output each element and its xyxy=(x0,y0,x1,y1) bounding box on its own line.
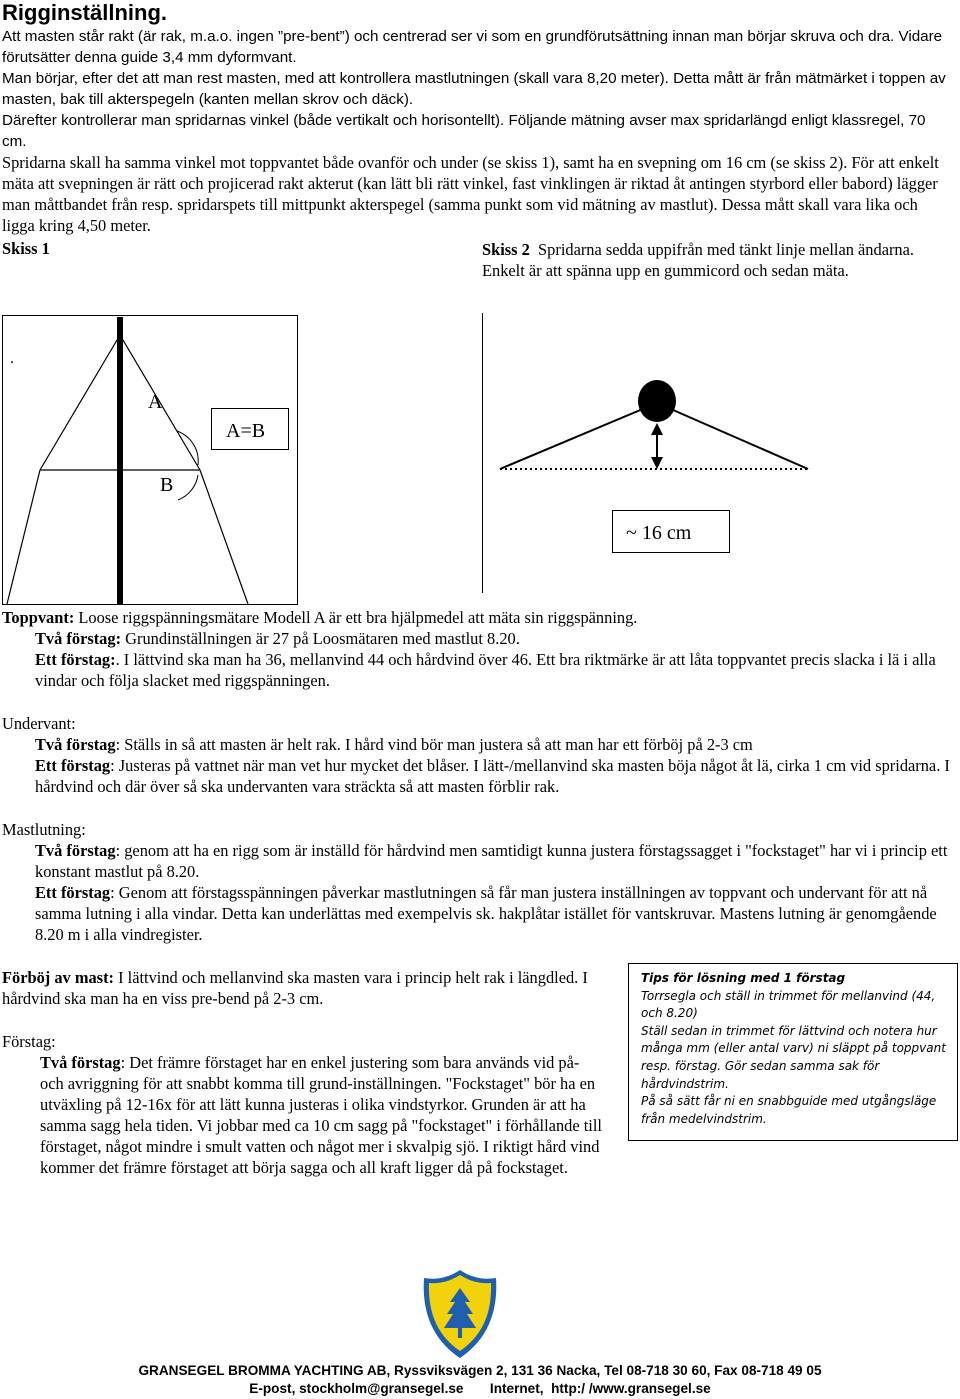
toppvant-intro xyxy=(2,607,952,628)
undervant-section xyxy=(2,713,952,797)
sketch1-diagram xyxy=(2,315,298,605)
intro-paragraphs xyxy=(2,26,952,152)
mast-section xyxy=(638,380,676,422)
upper-shroud-left xyxy=(40,335,120,470)
intro-paragraph-3: Därefter kontrollerar man spridarnas vinkel (både vertikalt och horisontellt). Följande mätning avser max spridarlängd enligt klassregel, 70 cm. xyxy=(2,112,926,150)
sweep-arrow-down xyxy=(651,457,663,469)
forstag-two-label: Två förstag xyxy=(40,1053,121,1072)
tips-box xyxy=(628,963,958,1141)
sketch2-heading-text: Skiss 2 xyxy=(482,240,530,259)
toppvant-heading: Toppvant: xyxy=(2,608,75,627)
forboj-section xyxy=(2,967,592,1009)
sketch1-frame xyxy=(3,316,298,605)
sweep-arrow-up xyxy=(651,423,663,435)
sketch2-heading xyxy=(482,239,922,281)
forstag-two-text: : Det främre förstaget har en enkel justering som bara används vid på- och avriggning för att snabbt komma till grund-inställningen. "Fockstaget" bör ha en utväxling på 12-16x för att lätt kunna justeras i olika vindstyrkor. Grunden är att ha samma sagg hela tiden. Vi jobbar med ca 10 cm sagg på "fockstaget" i förhållande till förstaget, något mindre i smult vatten och något mer i skvalpig sjö. I riktigt hård vind kommer det främre förstaget att börja sagga och all kraft ligger då på fockstaget. xyxy=(40,1053,602,1177)
angle-label-b: B xyxy=(160,474,174,496)
undervant-two-label: Två förstag xyxy=(35,735,116,754)
angle-label-a: A xyxy=(148,391,163,413)
mastlutning-one-text: : Genom att förstagsspänningen påverkar mastlutningen så får man justera inställningen av toppvant och undervant för att nå samma lutning i alla vindar. Detta kan underlättas med exempelvis sk. hakplåtar istället för vantskruvar. Mastens lutning är genomgående 8.20 m i alla vindregister. xyxy=(35,883,937,944)
tips-line-3: På så sätt får ni en snabbguide med utgångsläge från medelvindstrim. xyxy=(641,1094,937,1126)
forboj-text: I lättvind och mellanvind ska masten vara i princip helt rak i längdled. I hårdvind ska man ha en viss pre-bend på 2-3 cm. xyxy=(2,968,588,1008)
sketch2-diagram xyxy=(482,313,812,593)
equation-label: A=B xyxy=(226,420,266,442)
mastlutning-two-text: : genom att ha en rigg som är inställd för hårdvind men samtidigt kunna justera förstagssagget i "fockstaget" har vi i princip ett konstant mastlut på 8.20. xyxy=(35,841,948,881)
spreader-sweep-text: Spridarna skall ha samma vinkel mot toppvantet både ovanför och under (se skiss 1), samt ha en svepning om 16 cm (se skiss 2). För att enkelt mäta att svepningen är rätt och projicerad rakt akterut (kan lätt bli rätt vinkel, fast vinklingen är riktad åt antingen styrbord eller babord) lägger man måttbandet från resp. spridarspets till mittpunkt akterspegel (samma punkt som vid mätning av mastlut). Dessa mått skall vara lika och ligga kring 4,50 meter. xyxy=(2,153,939,235)
mastlutning-section xyxy=(2,819,952,945)
mastlutning-heading: Mastlutning: xyxy=(2,820,86,839)
sketch2-caption: Spridarna sedda uppifrån med tänkt linje mellan ändarna. Enkelt är att spänna upp en gummicord och sedan mäta. xyxy=(482,240,914,280)
toppvant-two-text: Grundinställningen är 27 på Loosmätaren med mastlut 8.20. xyxy=(125,629,520,648)
undervant-two-forestays xyxy=(2,734,952,755)
forboj-paragraph xyxy=(2,967,592,1009)
footer-contact: E-post, stockholm@gransegel.se Internet, http:/ /www.gransegel.se xyxy=(249,1381,711,1396)
spreader-right xyxy=(657,403,808,469)
toppvant-one-label: Ett förstag: xyxy=(35,650,116,669)
intro-paragraph-1: Att masten står rakt (är rak, m.a.o. ingen ”pre-bent”) och centrerad ser vi som en grundförutsättning innan man börjar skruva och dra. Vidare förutsätter denna guide 3,4 mm dyformvant. xyxy=(2,28,943,66)
lower-shroud-right xyxy=(200,470,248,604)
forboj-heading: Förböj av mast: xyxy=(2,968,114,987)
sketch1-heading xyxy=(2,239,50,259)
sketch1-dot: . xyxy=(10,350,14,367)
undervant-one-text: : Justeras på vattnet när man vet hur mycket det blåser. I lätt-/mellanvind ska masten böja något åt lä, cirka 1 cm vid spridarna. I hårdvind och där över så ska undervanten vara sträckta så att masten förblir rak. xyxy=(35,756,950,796)
undervant-two-text: : Ställs in så att masten är helt rak. I hård vind bör man justera så att man har ett förböj på 2-3 cm xyxy=(115,735,753,754)
intro-paragraph-2: Man börjar, efter det att man rest masten, med att kontrollera mastlutningen (skall vara 8,20 meter). Detta mått är från mätmärket i toppen av masten, bak till akterspegeln (kanten mellan skrov och däck). xyxy=(2,70,946,108)
lower-shroud-left xyxy=(7,470,40,604)
toppvant-section xyxy=(2,607,952,691)
toppvant-one-text: . I lättvind ska man ha 36, mellanvind 44 och hårdvind över 46. Ett bra riktmärke är att låta toppvantet precis slacka i lä i alla vindar och följa slacket med riggspänningen. xyxy=(35,650,936,690)
gransegel-logo xyxy=(420,1268,500,1360)
mastlutning-two-forestays xyxy=(2,840,952,882)
tips-line-1: Torrsegla och ställ in trimmet för mellanvind (44, och 8.20) xyxy=(641,988,936,1021)
toppvant-text: Loose riggspänningsmätare Modell A är ett bra hjälpmedel att mäta sin riggspänning. xyxy=(78,608,638,627)
undervant-one-label: Ett förstag xyxy=(35,756,111,775)
undervant-heading: Undervant: xyxy=(2,714,76,733)
toppvant-two-label: Två förstag: xyxy=(35,629,122,648)
tips-title: Tips för lösning med 1 förstag xyxy=(641,971,846,985)
sketch1-heading-text: Skiss 1 xyxy=(2,239,50,258)
mastlutning-one-forestay xyxy=(2,882,952,945)
forstag-heading: Förstag: xyxy=(2,1032,56,1051)
undervant-one-forestay xyxy=(2,755,952,797)
forstag-section xyxy=(2,1031,602,1178)
spreader-left xyxy=(500,403,657,469)
mastlutning-two-label: Två förstag xyxy=(35,841,116,860)
intro-serif-paragraph xyxy=(2,152,952,236)
footer-address: GRANSEGEL BROMMA YACHTING AB, Ryssviksvägen 2, 131 36 Nacka, Tel 08-718 30 60, Fax 08-718 49 05 xyxy=(138,1363,822,1378)
toppvant-two-forestays xyxy=(2,628,952,649)
mastlutning-one-label: Ett förstag xyxy=(35,883,111,902)
tips-line-2: Ställ sedan in trimmet för lättvind och notera hur många mm (eller antal varv) ni släppt på toppvant resp. förstag. Gör sedan samma sak för hårdvindstrim. xyxy=(641,1023,946,1091)
toppvant-one-forestay xyxy=(2,649,952,691)
forstag-two-forestays xyxy=(2,1052,602,1178)
page-title: Rigginställning. xyxy=(2,0,167,25)
angle-arc-b xyxy=(178,475,198,500)
sweep-measure-label: ~ 16 cm xyxy=(626,522,692,544)
